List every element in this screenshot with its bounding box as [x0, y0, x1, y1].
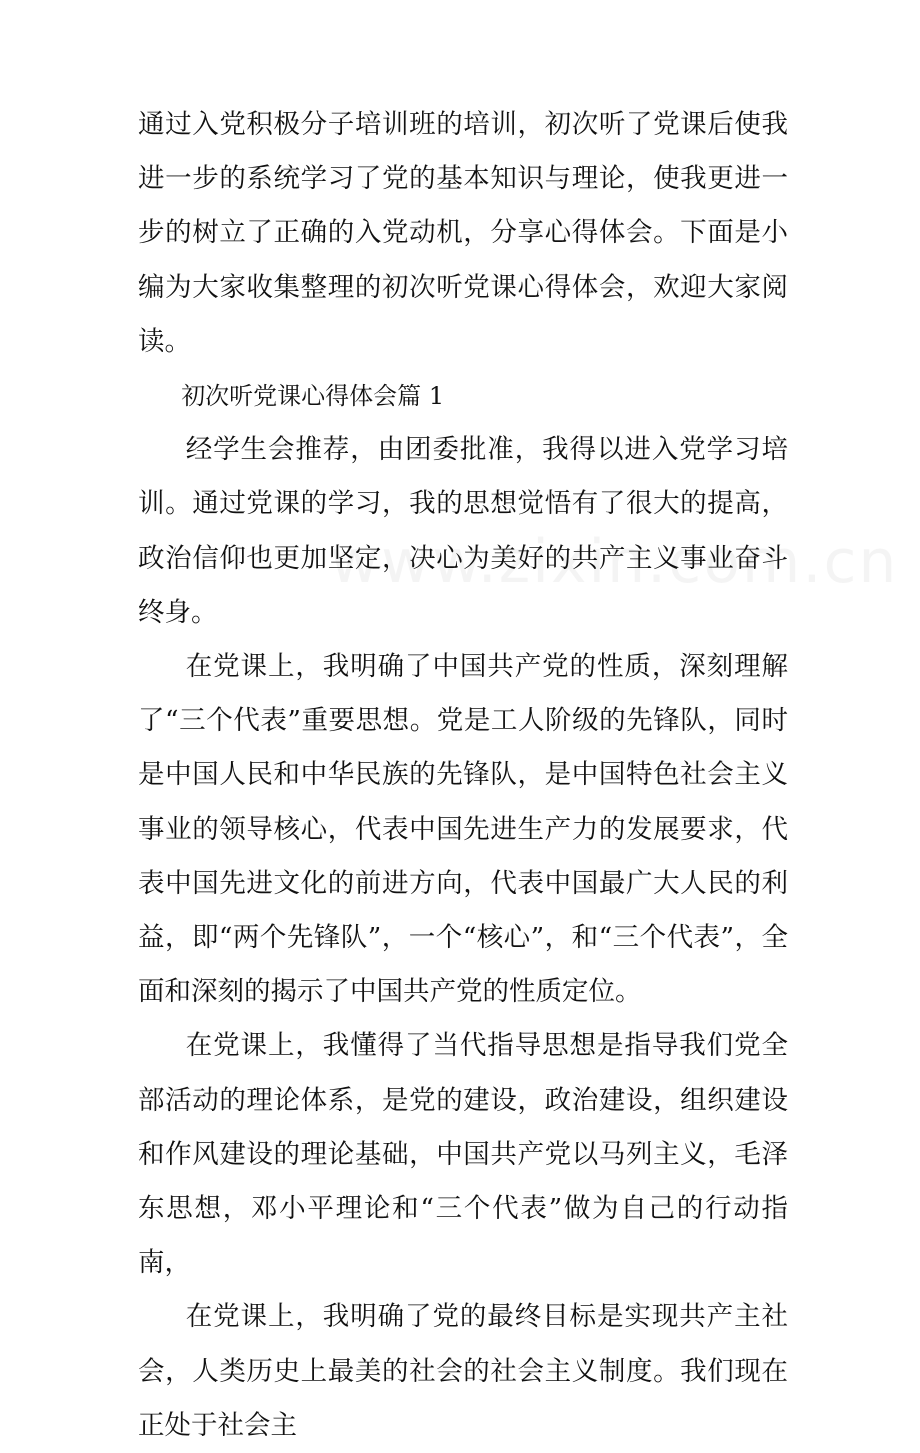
body-paragraph: 经学生会推荐，由团委批准，我得以进入党学习培训。通过党课的学习，我的思想觉悟有了很大的提高，政治信仰也更加坚定，决心为美好的共产主义事业奋斗终身。 [138, 434, 788, 628]
body-paragraph: 在党课上，我明确了中国共产党的性质，深刻理解了“三个代表”重要思想。党是工人阶级的先锋队，同时是中国人民和中华民族的先锋队，是中国特色社会主义事业的领导核心，代表中国先进生产力的发展要求，代表中国先进文化的前进方向，代表中国最广大人民的利益，即“两个先锋队”，一个“核心”，和“三个代表”，全面和深刻的揭示了中国共产党的性质定位。 [138, 651, 788, 1008]
body-paragraph: 在党课上，我懂得了当代指导思想是指导我们党全部活动的理论体系，是党的建设，政治建设，组织建设和作风建设的理论基础，中国共产党以马列主义，毛泽东思想，邓小平理论和“三个代表”做为自己的行动指南， [138, 1030, 788, 1279]
body-paragraph: 在党课上，我明确了党的最终目标是实现共产主社会，人类历史上最美的社会的社会主义制度。我们现在正处于社会主 [138, 1301, 788, 1441]
document-body [138, 98, 788, 1453]
intro-paragraph: 通过入党积极分子培训班的培训，初次听了党课后使我进一步的系统学习了党的基本知识与理论，使我更进一步的树立了正确的入党动机，分享心得体会。下面是小编为大家收集整理的初次听党课心得体会，欢迎大家阅读。 [138, 109, 788, 357]
section-heading: 初次听党课心得体会篇 1 [181, 382, 445, 411]
